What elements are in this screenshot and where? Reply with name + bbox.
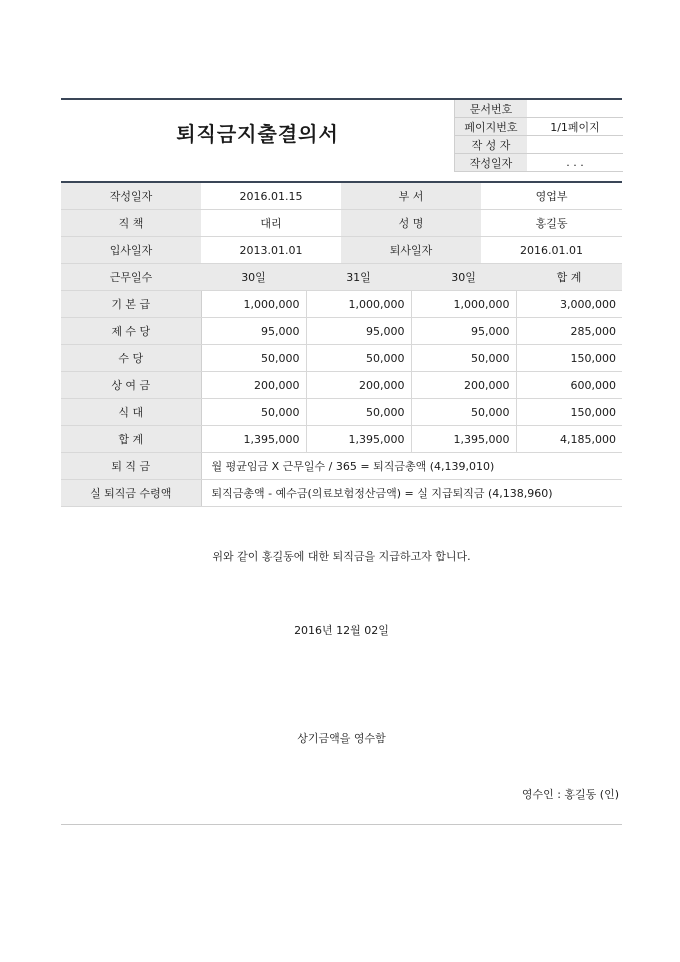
pay-total-cell: 600,000	[516, 372, 622, 399]
pay-row-allowance	[61, 345, 622, 372]
position-label: 직 책	[61, 210, 201, 237]
document-meta-table	[454, 100, 623, 172]
pay-cell: 1,000,000	[411, 291, 516, 318]
pay-row-label: 상 여 금	[61, 372, 201, 399]
severance-row	[61, 453, 622, 480]
pay-cell: 50,000	[306, 399, 411, 426]
workdays-col-2: 31일	[306, 264, 411, 291]
meta-value: 1/1페이지	[527, 118, 623, 136]
workdays-col-1: 30일	[201, 264, 306, 291]
meta-row-doc-number	[455, 100, 624, 118]
pay-cell: 50,000	[201, 399, 306, 426]
receipt-note: 상기금액을 영수함	[297, 732, 386, 745]
pay-header-row	[61, 264, 622, 291]
join-date-label: 입사일자	[61, 237, 201, 264]
pay-cell: 95,000	[201, 318, 306, 345]
pay-total-cell: 285,000	[516, 318, 622, 345]
pay-row-base	[61, 291, 622, 318]
meta-row-date	[455, 154, 624, 172]
pay-total-cell: 150,000	[516, 345, 622, 372]
net-severance-formula: 퇴직금총액 - 예수금(의료보험정산금액) = 실 지급퇴직금 (4,138,960)	[201, 480, 622, 507]
footer-rule	[61, 824, 622, 825]
position-value: 대리	[201, 210, 341, 237]
name-value: 홍길동	[481, 210, 622, 237]
pay-cell: 1,000,000	[306, 291, 411, 318]
workdays-label: 근무일수	[61, 264, 201, 291]
pay-row-label: 제 수 당	[61, 318, 201, 345]
net-severance-label: 실 퇴직금 수령액	[61, 480, 201, 507]
write-date-value: 2016.01.15	[201, 183, 341, 210]
meta-value	[527, 136, 623, 154]
pay-total-cell: 150,000	[516, 399, 622, 426]
recipient-signature: 영수인 : 홍길동 (인)	[521, 788, 619, 801]
pay-total-cell: 3,000,000	[516, 291, 622, 318]
payment-statement: 위와 같이 홍길동에 대한 퇴직금을 지급하고자 합니다.	[212, 550, 471, 563]
meta-label: 문서번호	[455, 100, 528, 118]
document-title: 퇴직금지출결의서	[176, 122, 339, 146]
dept-label: 부 서	[341, 183, 481, 210]
pay-cell: 50,000	[306, 345, 411, 372]
pay-row-meal	[61, 399, 622, 426]
write-date-label: 작성일자	[61, 183, 201, 210]
meta-label: 작 성 자	[455, 136, 528, 154]
pay-total-cell: 4,185,000	[516, 426, 622, 453]
pay-row-label: 식 대	[61, 399, 201, 426]
severance-table	[61, 183, 622, 507]
issue-date: 2016년 12월 02일	[294, 624, 389, 637]
dept-value: 영업부	[481, 183, 622, 210]
pay-cell: 50,000	[411, 345, 516, 372]
pay-row-extra-allowance	[61, 318, 622, 345]
join-date-value: 2013.01.01	[201, 237, 341, 264]
pay-row-bonus	[61, 372, 622, 399]
meta-row-page-number	[455, 118, 624, 136]
pay-row-label: 수 당	[61, 345, 201, 372]
pay-row-label: 기 본 급	[61, 291, 201, 318]
meta-label: 페이지번호	[455, 118, 528, 136]
workdays-col-3: 30일	[411, 264, 516, 291]
meta-value	[527, 100, 623, 118]
info-row-join-leave	[61, 237, 622, 264]
pay-cell: 1,395,000	[201, 426, 306, 453]
severance-formula: 월 평균임금 X 근무일수 / 365 = 퇴직금총액 (4,139,010)	[201, 453, 622, 480]
meta-label: 작성일자	[455, 154, 528, 172]
pay-cell: 200,000	[411, 372, 516, 399]
total-header: 합 계	[516, 264, 622, 291]
pay-cell: 50,000	[201, 345, 306, 372]
meta-value: . . .	[527, 154, 623, 172]
leave-date-label: 퇴사일자	[341, 237, 481, 264]
pay-cell: 95,000	[306, 318, 411, 345]
net-severance-row	[61, 480, 622, 507]
severance-label: 퇴 직 금	[61, 453, 201, 480]
info-row-date-dept	[61, 183, 622, 210]
meta-row-author	[455, 136, 624, 154]
pay-cell: 95,000	[411, 318, 516, 345]
pay-cell: 200,000	[201, 372, 306, 399]
pay-row-sum	[61, 426, 622, 453]
pay-row-label: 합 계	[61, 426, 201, 453]
pay-cell: 200,000	[306, 372, 411, 399]
leave-date-value: 2016.01.01	[481, 237, 622, 264]
pay-cell: 1,395,000	[411, 426, 516, 453]
info-row-position-name	[61, 210, 622, 237]
pay-cell: 1,395,000	[306, 426, 411, 453]
name-label: 성 명	[341, 210, 481, 237]
pay-cell: 50,000	[411, 399, 516, 426]
pay-cell: 1,000,000	[201, 291, 306, 318]
